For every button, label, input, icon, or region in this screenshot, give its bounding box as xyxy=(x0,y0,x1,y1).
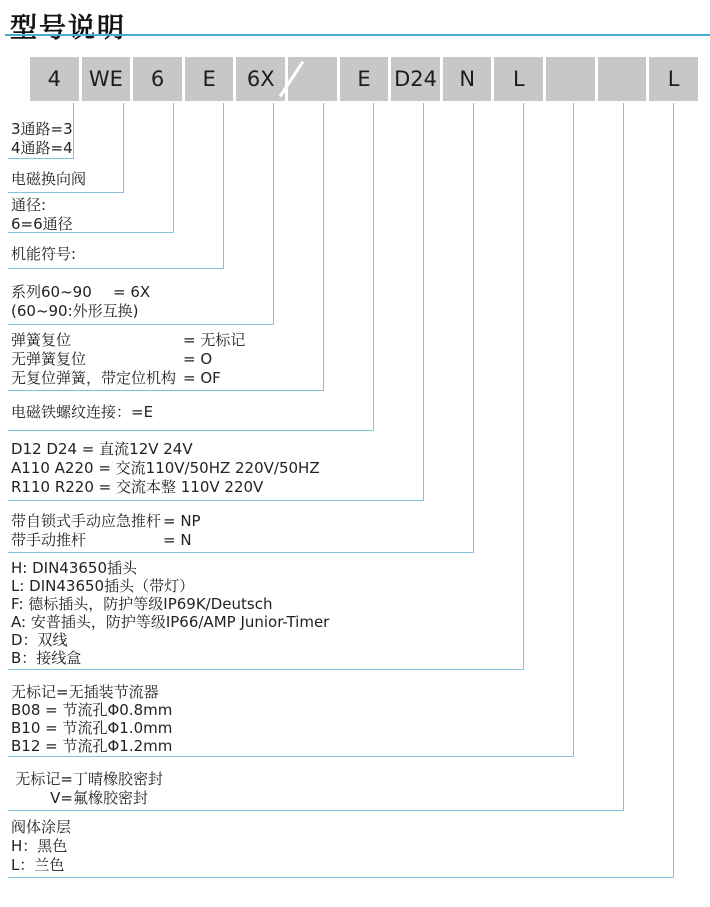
legend-row: D12 D24 = 直流12V 24V xyxy=(11,440,193,458)
legend-value: = 无标记 xyxy=(183,331,246,349)
legend-block-throttle xyxy=(11,683,172,755)
legend-value: = 6X xyxy=(113,283,151,301)
legend-row xyxy=(11,789,163,808)
model-code-text: L xyxy=(667,67,680,91)
legend-row xyxy=(11,770,163,789)
model-code-box-5 xyxy=(288,57,337,101)
legend-row: B08 = 节流孔Φ0.8mm xyxy=(11,701,173,719)
legend-row: B10 = 节流孔Φ1.0mm xyxy=(11,719,173,737)
model-code-box-0 xyxy=(30,57,79,101)
legend-row xyxy=(11,283,150,302)
legend-row: B：接线盒 xyxy=(11,649,82,667)
model-code-box-8 xyxy=(443,57,492,101)
legend-row: 无标记=无插装节流器 xyxy=(11,683,159,701)
model-code-text: E xyxy=(357,67,371,91)
legend-row: L: DIN43650插头（带灯） xyxy=(11,577,195,595)
legend-row: 机能符号: xyxy=(11,245,77,263)
legend-row: R110 R220 = 交流本整 110V 220V xyxy=(11,478,264,496)
legend-row: F: 德标插头，防护等级IP69K/Deutsch xyxy=(11,595,273,613)
model-code-box-9 xyxy=(494,57,543,101)
legend-block-ways xyxy=(11,120,73,158)
model-code-text: D24 xyxy=(394,67,438,91)
legend-row: B12 = 节流孔Φ1.2mm xyxy=(11,737,173,755)
legend-row: 4通路=4 xyxy=(11,139,73,157)
legend-row: H: DIN43650插头 xyxy=(11,559,138,577)
model-code-box-10 xyxy=(546,57,595,101)
model-code-box-11 xyxy=(598,57,647,101)
legend-block-series xyxy=(11,283,150,321)
legend-row xyxy=(11,512,201,531)
model-code-text: 6X xyxy=(246,67,275,91)
legend-row: (60~90:外形互换) xyxy=(11,302,139,320)
legend-block-solenoid-thread xyxy=(11,403,153,422)
model-boxes-row xyxy=(30,57,698,101)
legend-label: 弹簧复位 xyxy=(11,331,72,349)
legend-block-spring-return xyxy=(11,331,245,388)
legend-value: 丁晴橡胶密封 xyxy=(73,770,164,788)
model-code-box-12 xyxy=(649,57,698,101)
legend-block-valve-type xyxy=(11,170,86,189)
legend-label: 无弹簧复位 xyxy=(11,350,87,368)
legend-row xyxy=(11,531,201,550)
legend-label: 无标记= xyxy=(15,770,73,788)
legend-block-connector-type xyxy=(11,559,329,667)
model-code-box-3 xyxy=(185,57,234,101)
legend-row: H：黑色 xyxy=(11,837,68,855)
legend-label: 带自锁式手动应急推杆 xyxy=(11,512,162,530)
legend-value: = OF xyxy=(183,369,221,387)
legend-row: L：兰色 xyxy=(11,856,65,874)
legend-row: 阀体涂层 xyxy=(11,818,72,836)
legend-value: = N xyxy=(163,531,192,549)
legend-row xyxy=(11,369,245,388)
legend-label: 系列60~90 xyxy=(11,283,92,301)
legend-block-body-coating xyxy=(11,818,71,875)
model-code-text: E xyxy=(202,67,216,91)
legend-label: 无复位弹簧，带定位机构 xyxy=(11,369,177,387)
legend-row: 3通路=3 xyxy=(11,120,73,138)
legend-value: = O xyxy=(183,350,213,368)
legend-row: A110 A220 = 交流110V/50HZ 220V/50HZ xyxy=(11,459,320,477)
legend-label: V= xyxy=(50,789,73,807)
model-code-box-1 xyxy=(82,57,131,101)
legend-value: 氟橡胶密封 xyxy=(73,789,149,807)
legend-row: 6=6通径 xyxy=(11,215,73,233)
legend-row xyxy=(11,331,245,350)
model-code-box-2 xyxy=(133,57,182,101)
legend-block-spool-symbol xyxy=(11,245,76,264)
legend-block-voltage xyxy=(11,440,320,497)
legend-row: 通径: xyxy=(11,196,47,214)
model-code-text: N xyxy=(459,67,476,91)
title-underline xyxy=(5,34,710,36)
legend-row: D：双线 xyxy=(11,631,68,649)
model-code-text: L xyxy=(512,67,525,91)
model-code-box-6 xyxy=(340,57,389,101)
legend-row: A: 安普插头，防护等级IP66/AMP Junior-Timer xyxy=(11,613,330,631)
legend-value: = NP xyxy=(163,512,201,530)
legend-row xyxy=(11,350,245,369)
page-title: 型号说明 xyxy=(10,13,126,44)
legend-row: 电磁换向阀 xyxy=(11,170,87,188)
legend-block-size xyxy=(11,196,73,234)
legend-row: 电磁铁螺纹连接：=E xyxy=(11,403,154,421)
model-code-text: 4 xyxy=(47,67,61,91)
model-code-box-4 xyxy=(236,57,285,101)
legend-label: 带手动推杆 xyxy=(11,531,87,549)
legend-block-seal xyxy=(11,770,163,808)
legend-block-manual-override xyxy=(11,512,201,550)
model-code-box-7 xyxy=(391,57,440,101)
model-code-text: 6 xyxy=(150,67,165,91)
model-code-text: WE xyxy=(88,67,123,91)
